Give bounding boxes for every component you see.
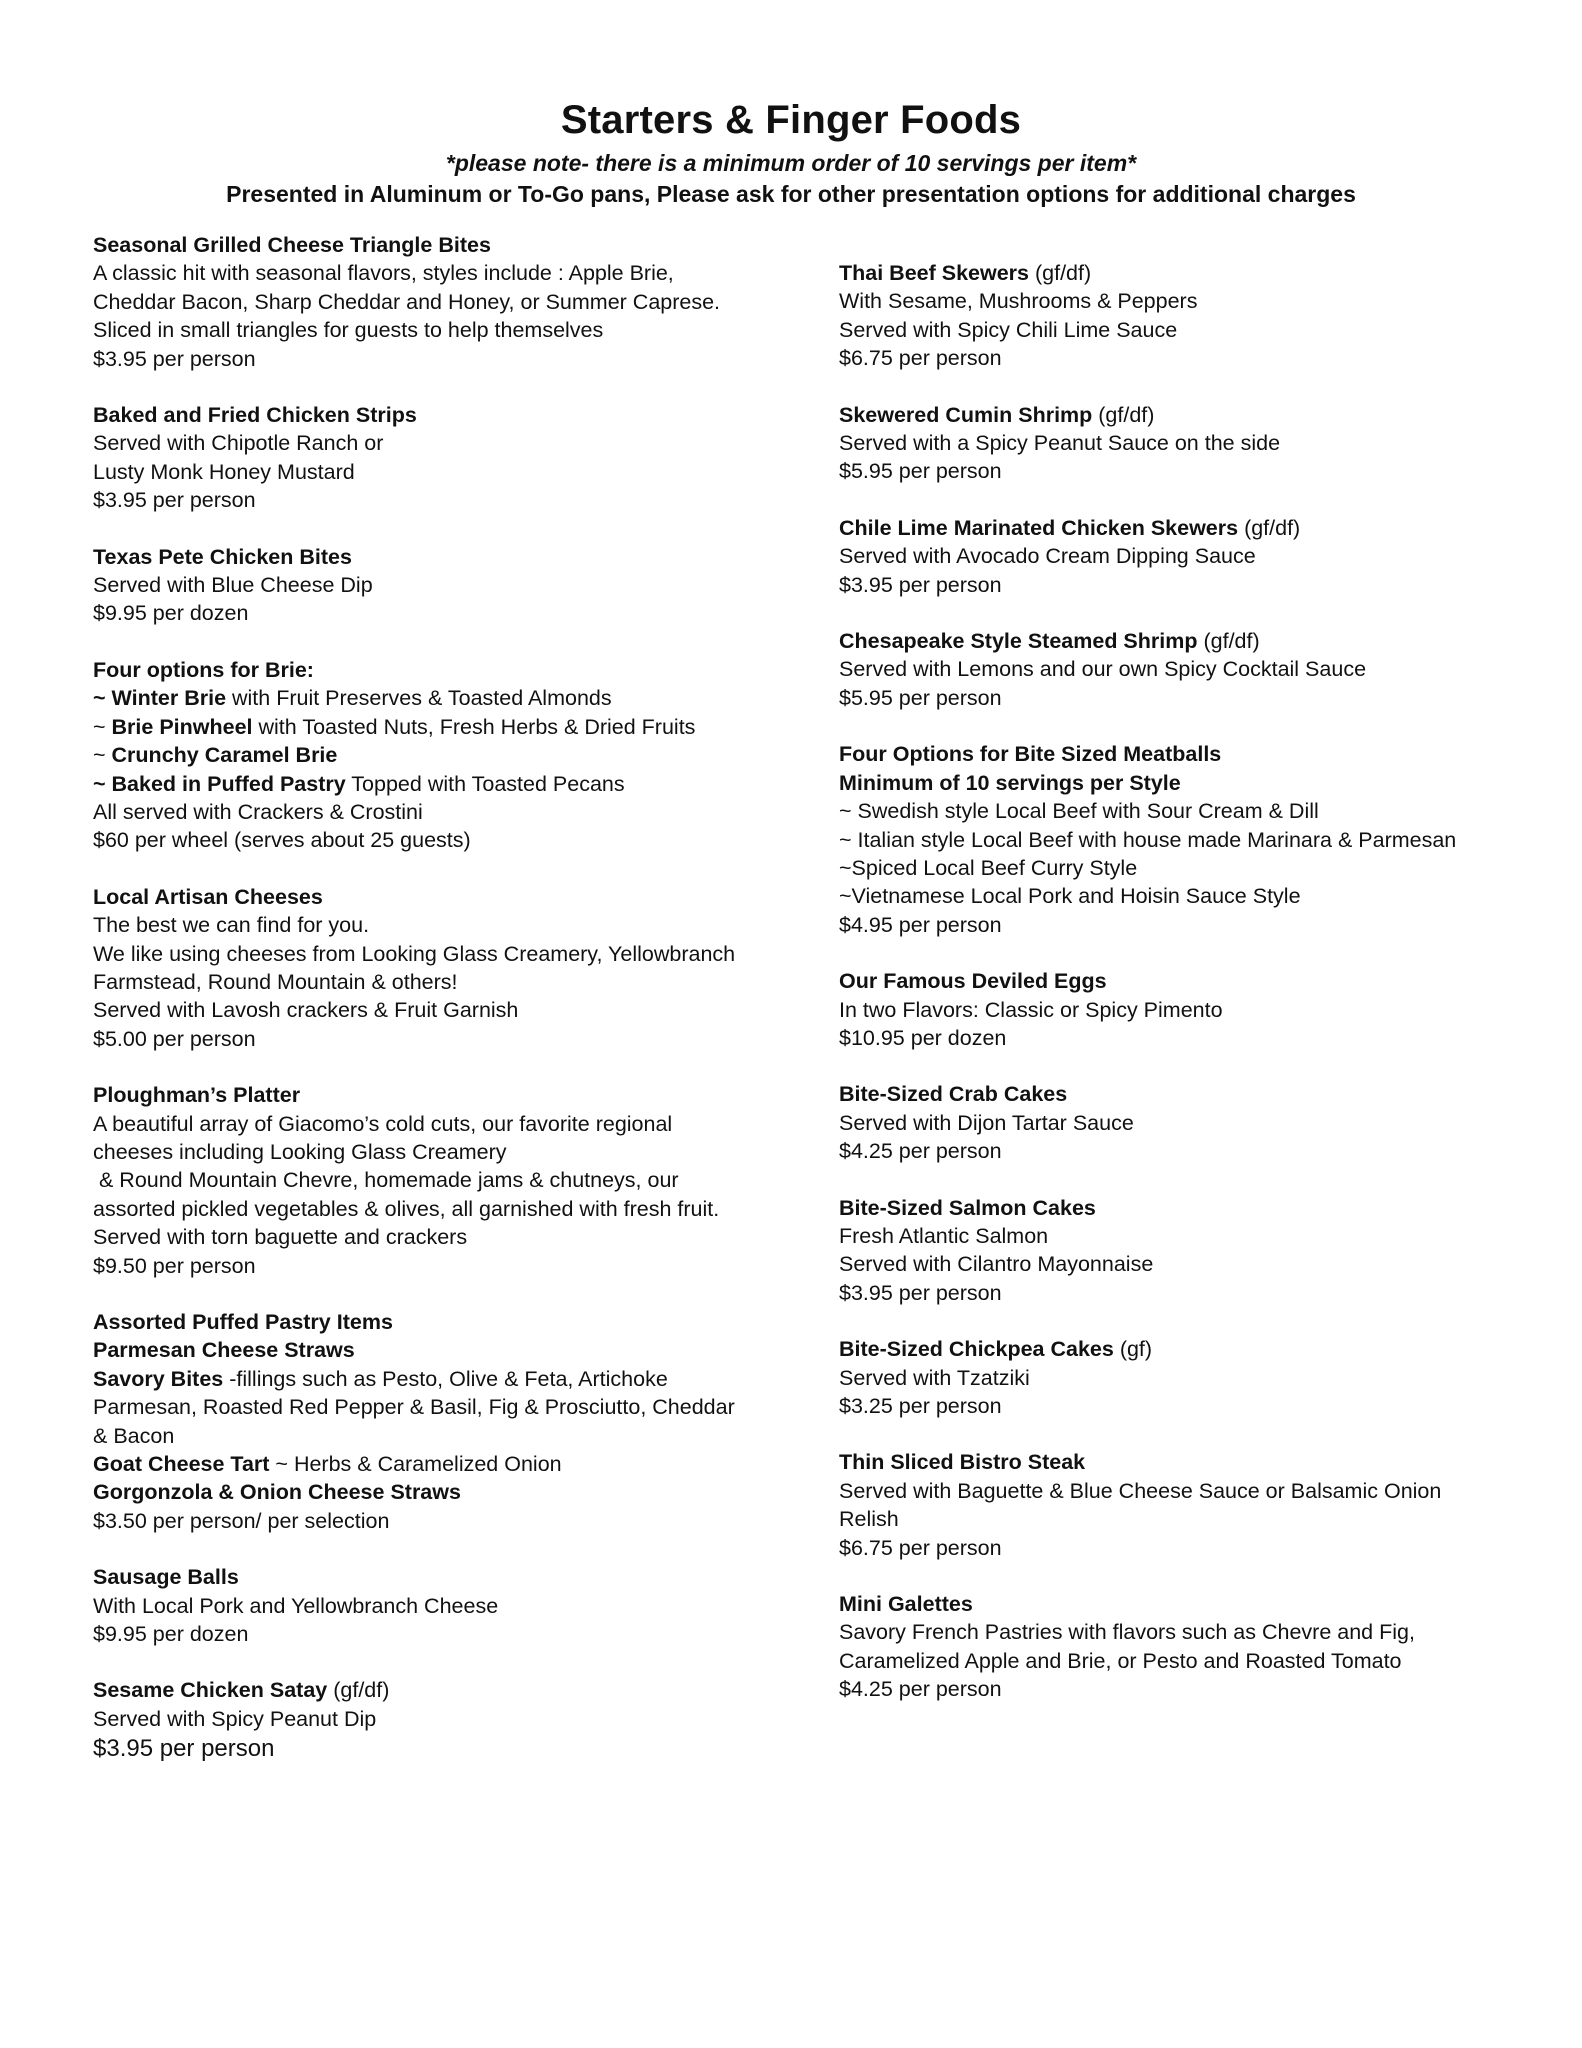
item-name: Sesame Chicken Satay xyxy=(93,1678,328,1703)
left-column xyxy=(93,231,763,1793)
item-price: $9.50 per person xyxy=(93,1253,256,1278)
item-name: Mini Galettes xyxy=(839,1592,973,1617)
item-name-line xyxy=(839,1335,1479,1363)
item-description: Served with Lavosh crackers & Fruit Garnish xyxy=(93,998,519,1023)
pastry-option xyxy=(93,1450,763,1478)
item-price: $9.95 per dozen xyxy=(93,601,249,626)
pastry-option: Parmesan Cheese Straws xyxy=(93,1338,355,1363)
item-description: Savory French Pastries with flavors such as Chevre and Fig, xyxy=(839,1620,1415,1645)
menu-item-ploughmans-platter xyxy=(93,1081,763,1280)
item-name: Bite-Sized Crab Cakes xyxy=(839,1082,1068,1107)
item-name: Bite-Sized Chickpea Cakes xyxy=(839,1337,1114,1362)
item-price: $4.95 per person xyxy=(839,912,1002,937)
item-description: In two Flavors: Classic or Spicy Pimento xyxy=(839,997,1223,1022)
item-description: Caramelized Apple and Brie, or Pesto and Roasted Tomato xyxy=(839,1648,1402,1673)
option-name: Crunchy Caramel Brie xyxy=(111,743,338,768)
menu-item-artisan-cheeses xyxy=(93,883,763,1053)
presentation-note: Presented in Aluminum or To-Go pans, Please ask for other presentation options for additional charges xyxy=(226,181,1356,207)
item-price: $3.95 per person xyxy=(93,488,256,513)
pastry-option xyxy=(93,1365,763,1393)
brie-option xyxy=(93,741,763,769)
menu-item-texas-pete xyxy=(93,543,763,628)
item-price: $6.75 per person xyxy=(839,346,1002,371)
item-description: All served with Crackers & Crostini xyxy=(93,799,423,824)
item-price: $9.95 per dozen xyxy=(93,1622,249,1647)
meatball-option: ~Vietnamese Local Pork and Hoisin Sauce Style xyxy=(839,884,1301,909)
item-description: Served with a Spicy Peanut Sauce on the side xyxy=(839,431,1281,456)
menu-item-cumin-shrimp xyxy=(839,401,1479,486)
diet-tag: (gf/df) xyxy=(1092,402,1155,427)
item-price: $3.50 per person/ per selection xyxy=(93,1508,390,1533)
diet-tag: (gf) xyxy=(1113,1337,1153,1362)
item-name: Local Artisan Cheeses xyxy=(93,884,323,909)
item-description: Fresh Atlantic Salmon xyxy=(839,1223,1049,1248)
item-name: Bite-Sized Salmon Cakes xyxy=(839,1195,1096,1220)
item-price: $60 per wheel (serves about 25 guests) xyxy=(93,828,471,853)
brie-option xyxy=(93,713,763,741)
menu-item-salmon-cakes xyxy=(839,1194,1479,1308)
diet-tag: (gf/df) xyxy=(327,1678,390,1703)
item-name-line xyxy=(839,259,1479,287)
menu-item-chicken-strips xyxy=(93,401,763,515)
item-price: $4.25 per person xyxy=(839,1139,1002,1164)
menu-header xyxy=(0,94,1582,210)
diet-tag: (gf/df) xyxy=(1238,515,1301,540)
option-description: ~ Herbs & Caramelized Onion xyxy=(269,1452,562,1477)
meatball-option: ~Spiced Local Beef Curry Style xyxy=(839,855,1138,880)
item-description: & Round Mountain Chevre, homemade jams & chutneys, our xyxy=(93,1168,679,1193)
item-name: Four Options for Bite Sized Meatballs xyxy=(839,742,1222,767)
item-description: With Sesame, Mushrooms & Peppers xyxy=(839,289,1198,314)
option-name: ~ Baked in Puffed Pastry xyxy=(93,771,346,796)
option-name: ~ Winter Brie xyxy=(93,686,227,711)
item-price: $5.95 per person xyxy=(839,685,1002,710)
item-description: Served with Chipotle Ranch or xyxy=(93,431,384,456)
item-description: We like using cheeses from Looking Glass Creamery, Yellowbranch xyxy=(93,941,736,966)
right-column xyxy=(839,259,1479,1732)
diet-tag: (gf/df) xyxy=(1197,629,1260,654)
item-name: Seasonal Grilled Cheese Triangle Bites xyxy=(93,233,491,257)
item-name: Chile Lime Marinated Chicken Skewers xyxy=(839,515,1239,540)
option-tilde: ~ xyxy=(93,714,112,739)
brie-option xyxy=(93,684,763,712)
item-description: Lusty Monk Honey Mustard xyxy=(93,459,355,484)
item-name: Ploughman’s Platter xyxy=(93,1083,301,1108)
menu-item-bistro-steak xyxy=(839,1448,1479,1562)
item-description: Parmesan, Roasted Red Pepper & Basil, Fig & Prosciutto, Cheddar xyxy=(93,1395,735,1420)
item-name: Texas Pete Chicken Bites xyxy=(93,544,352,569)
item-description: A beautiful array of Giacomo’s cold cuts, our favorite regional xyxy=(93,1111,673,1136)
item-name-line xyxy=(839,627,1479,655)
item-description: Cheddar Bacon, Sharp Cheddar and Honey, or Summer Caprese. xyxy=(93,289,721,314)
menu-item-mini-galettes xyxy=(839,1590,1479,1704)
menu-item-crab-cakes xyxy=(839,1080,1479,1165)
menu-item-deviled-eggs xyxy=(839,967,1479,1052)
item-price: $6.75 per person xyxy=(839,1535,1002,1560)
item-description: Served with Tzatziki xyxy=(839,1365,1030,1390)
item-price: $3.95 per person xyxy=(93,346,256,371)
option-name: Brie Pinwheel xyxy=(111,714,253,739)
item-name: Baked and Fried Chicken Strips xyxy=(93,403,417,428)
item-name: Thai Beef Skewers xyxy=(839,261,1030,285)
meatball-option: ~ Swedish style Local Beef with Sour Cream & Dill xyxy=(839,799,1319,824)
item-price: $3.95 per person xyxy=(839,572,1002,597)
diet-tag: (gf/df) xyxy=(1029,261,1092,285)
item-name-line xyxy=(93,1676,763,1704)
brie-option xyxy=(93,770,763,798)
item-description: Served with Avocado Cream Dipping Sauce xyxy=(839,544,1256,569)
item-name: Our Famous Deviled Eggs xyxy=(839,969,1107,994)
menu-item-sesame-chicken-satay xyxy=(93,1676,763,1765)
item-description: The best we can find for you. xyxy=(93,913,370,938)
item-description: Served with Lemons and our own Spicy Cocktail Sauce xyxy=(839,657,1367,682)
item-price: $5.00 per person xyxy=(93,1026,256,1051)
menu-item-thai-beef xyxy=(839,259,1479,373)
menu-item-puffed-pastry xyxy=(93,1308,763,1535)
item-description: Farmstead, Round Mountain & others! xyxy=(93,969,458,994)
item-description: Served with Blue Cheese Dip xyxy=(93,573,373,598)
option-name: Goat Cheese Tart xyxy=(93,1452,270,1477)
item-description: Sliced in small triangles for guests to help themselves xyxy=(93,318,604,343)
option-description: with Fruit Preserves & Toasted Almonds xyxy=(226,686,612,711)
item-description: Served with Dijon Tartar Sauce xyxy=(839,1110,1134,1135)
item-description: With Local Pork and Yellowbranch Cheese xyxy=(93,1593,499,1618)
item-description: Served with Spicy Peanut Dip xyxy=(93,1706,377,1731)
option-description: Topped with Toasted Pecans xyxy=(345,771,625,796)
menu-item-chickpea-cakes xyxy=(839,1335,1479,1420)
item-description: Served with Baguette & Blue Cheese Sauce or Balsamic Onion xyxy=(839,1478,1442,1503)
item-name: Four options for Brie: xyxy=(93,657,314,682)
item-name: Chesapeake Style Steamed Shrimp xyxy=(839,629,1198,654)
item-price: $10.95 per dozen xyxy=(839,1025,1007,1050)
menu-item-chesapeake-shrimp xyxy=(839,627,1479,712)
item-subheading: Minimum of 10 servings per Style xyxy=(839,770,1181,795)
item-name-line xyxy=(839,514,1479,542)
item-description: Served with Spicy Chili Lime Sauce xyxy=(839,317,1178,342)
menu-item-grilled-cheese xyxy=(93,231,763,373)
page-title: Starters & Finger Foods xyxy=(560,98,1022,142)
item-name: Skewered Cumin Shrimp xyxy=(839,402,1093,427)
pastry-option: Gorgonzola & Onion Cheese Straws xyxy=(93,1480,461,1505)
option-name: Savory Bites xyxy=(93,1366,224,1391)
item-description: assorted pickled vegetables & olives, all garnished with fresh fruit. xyxy=(93,1196,720,1221)
meatball-option: ~ Italian style Local Beef with house made Marinara & Parmesan xyxy=(839,827,1457,852)
minimum-order-note: *please note- there is a minimum order of 10 servings per item* xyxy=(445,150,1137,176)
item-name-line xyxy=(839,401,1479,429)
item-price: $3.95 per person xyxy=(93,1735,275,1763)
item-description: Served with torn baguette and crackers xyxy=(93,1225,468,1250)
item-name: Sausage Balls xyxy=(93,1565,239,1590)
option-description: with Toasted Nuts, Fresh Herbs & Dried Fruits xyxy=(252,714,696,739)
item-price: $3.95 per person xyxy=(839,1280,1002,1305)
option-tilde: ~ xyxy=(93,743,112,768)
item-description: cheeses including Looking Glass Creamery xyxy=(93,1139,507,1164)
item-name: Thin Sliced Bistro Steak xyxy=(839,1450,1086,1475)
item-description: Served with Cilantro Mayonnaise xyxy=(839,1252,1154,1277)
option-description: -fillings such as Pesto, Olive & Feta, Artichoke xyxy=(223,1366,668,1391)
item-description: Relish xyxy=(839,1507,899,1532)
menu-item-sausage-balls xyxy=(93,1563,763,1648)
menu-item-meatballs xyxy=(839,740,1479,939)
item-description: A classic hit with seasonal flavors, styles include : Apple Brie, xyxy=(93,261,674,286)
item-price: $4.25 per person xyxy=(839,1677,1002,1702)
item-description: & Bacon xyxy=(93,1423,175,1448)
item-name: Assorted Puffed Pastry Items xyxy=(93,1310,393,1334)
item-price: $5.95 per person xyxy=(839,459,1002,484)
menu-item-chile-lime-chicken xyxy=(839,514,1479,599)
item-price: $3.25 per person xyxy=(839,1394,1002,1418)
menu-item-brie xyxy=(93,656,763,855)
